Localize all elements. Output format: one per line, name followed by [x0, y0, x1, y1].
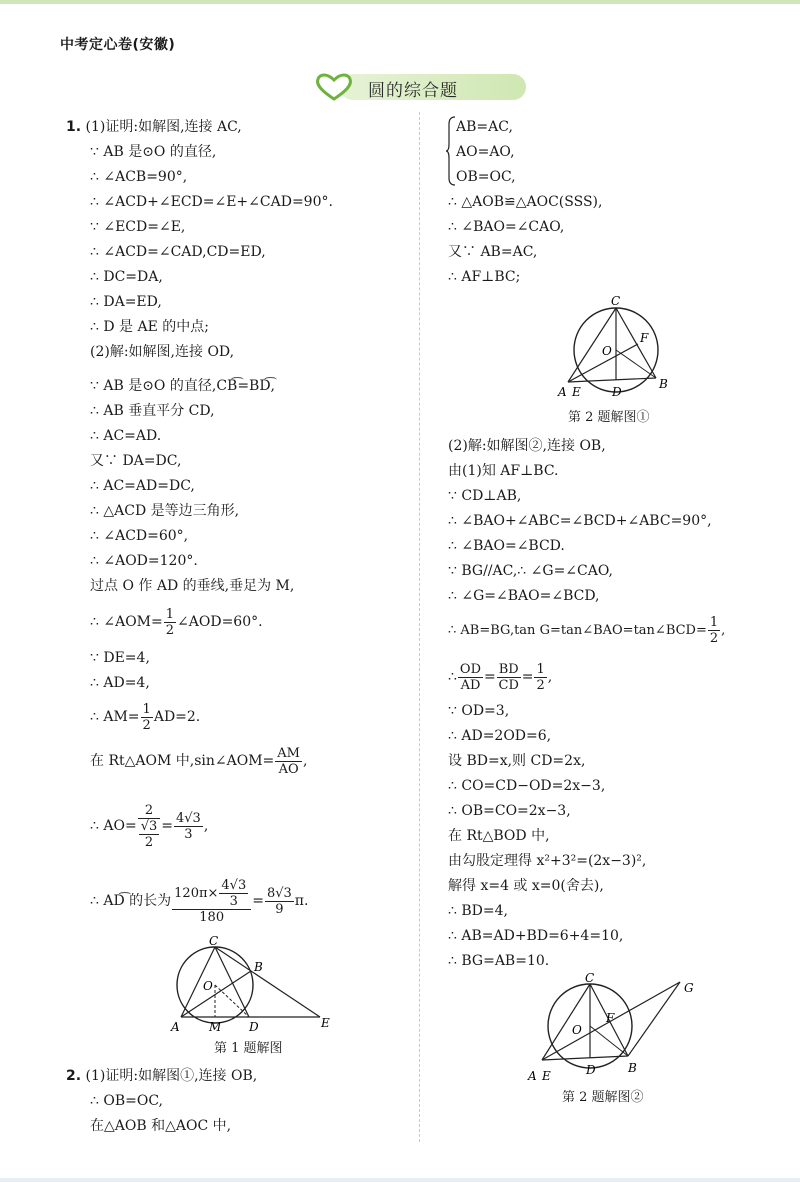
book-title: 中考定心卷(安徽) [60, 37, 176, 53]
line: ∴ OB=CO=2x−3, [448, 803, 571, 819]
label-g: G [684, 981, 694, 995]
line: ∴ △ACD 是等边三角形, [90, 503, 240, 519]
label-a: A [171, 1020, 180, 1034]
figure-2b-caption: 第 2 题解图② [562, 1090, 644, 1105]
sub-fraction [219, 878, 248, 909]
line-ratio [448, 660, 552, 694]
fraction [497, 662, 521, 693]
label-a: A [528, 1069, 537, 1083]
figure-2a [548, 292, 678, 404]
line: ∴ ∠BAO=∠BCD. [448, 538, 565, 554]
fraction [275, 746, 302, 777]
label-d: D [586, 1063, 596, 1077]
numerator: OD [459, 661, 482, 677]
equals: = [521, 669, 534, 685]
numerator: AM [277, 745, 300, 761]
line: ∴ ∠AOD=120°. [90, 553, 198, 569]
denominator: 3 [184, 826, 193, 842]
fraction [164, 607, 176, 638]
line: 解得 x=4 或 x=0(舍去), [448, 878, 604, 894]
line-sin [90, 744, 307, 778]
text: ∴ AO= [90, 818, 137, 834]
text: ∴ AM= [90, 709, 140, 725]
line-ca [542, 984, 590, 1060]
numerator: 4√3 [175, 810, 201, 826]
denominator: 9 [275, 901, 284, 917]
denominator: 2 [165, 622, 175, 638]
text: ∠AOD=60°. [177, 614, 263, 630]
line: ∵ ∠ECD=∠E, [90, 219, 186, 235]
complex-fraction [138, 803, 161, 850]
fraction [708, 615, 720, 646]
equals: = [161, 818, 173, 834]
text: ∴ ∠AOM= [90, 614, 163, 630]
equals: = [484, 669, 496, 685]
line: (1)证明:如解图,连接 AC, [85, 119, 242, 135]
line: ∴ ∠ACD=∠CAD,CD=ED, [90, 244, 266, 260]
line: OB=OC, [456, 169, 516, 185]
text: AD=2. [153, 709, 201, 725]
line: ∵ OD=3, [448, 703, 510, 719]
fraction [172, 878, 251, 925]
text: , [302, 753, 308, 769]
denominator [138, 819, 161, 850]
line: 在 Rt△BOD 中, [448, 828, 550, 844]
numerator: 1 [165, 606, 175, 622]
numerator: BD [498, 661, 519, 677]
line-tan [448, 614, 725, 648]
denominator: 180 [199, 909, 225, 925]
label-b: B [254, 960, 263, 974]
fraction [458, 662, 483, 693]
numerator [172, 878, 251, 910]
label-c: C [585, 972, 595, 985]
label-a: A [558, 385, 567, 399]
denominator: 2 [144, 834, 154, 850]
section-banner [312, 72, 526, 102]
equals: = [252, 893, 264, 909]
line: ∴ AD=4, [90, 675, 150, 691]
question-2 [66, 1067, 257, 1085]
column-divider [419, 112, 420, 1142]
numerator: √3 [140, 818, 158, 834]
line-cb [616, 308, 656, 378]
line: ∴ ∠BAO+∠ABC=∠BCD+∠ABC=90°, [448, 513, 712, 529]
line: ∵ CD⊥AB, [448, 488, 522, 504]
question-1 [66, 118, 242, 136]
line: (2)解:如解图②,连接 OB, [448, 438, 606, 454]
label-d: D [249, 1020, 259, 1034]
label-b: B [659, 377, 668, 391]
label-f: F [606, 1011, 615, 1025]
numerator: 4√3 [221, 877, 247, 893]
line: 由(1)知 AF⊥BC. [448, 463, 559, 479]
line: AB=AC, [456, 119, 513, 135]
line: (1)证明:如解图①,连接 OB, [85, 1068, 258, 1084]
denominator: 3 [229, 893, 238, 909]
line: ∴ △AOB≌△AOC(SSS), [448, 194, 603, 210]
text: , [721, 623, 726, 638]
line-cd [215, 947, 249, 1017]
line: ∵ BG//AC,∴ ∠G=∠CAO, [448, 563, 613, 579]
line: ∴ CO=CD−OD=2x−3, [448, 778, 606, 794]
line: ∴ AD=2OD=6, [448, 728, 552, 744]
line-aom [90, 605, 263, 639]
line: 由勾股定理得 x²+3²=(2x−3)², [448, 853, 647, 869]
line: ∴ D 是 AE 的中点; [90, 319, 209, 335]
label-o: O [203, 979, 213, 993]
line-bg [628, 982, 680, 1056]
question-number: 2. [66, 1068, 82, 1084]
label-b: B [628, 1061, 637, 1075]
label-e: E [321, 1016, 330, 1030]
denominator: 2 [536, 677, 545, 693]
line: ∴ BG=AB=10. [448, 953, 550, 969]
text: 在 Rt△AOM 中,sin∠AOM= [90, 753, 275, 769]
denominator: 2 [709, 631, 719, 646]
label-m: M [209, 1020, 222, 1034]
line: ∴ OB=OC, [90, 1093, 163, 1109]
fraction [141, 702, 153, 733]
question-number: 1. [66, 119, 82, 135]
line: ∵ AB 是⊙O 的直径,CB͡=BD͡, [90, 378, 276, 394]
line: ∴ AF⊥BC; [448, 269, 521, 285]
numerator: 2 [138, 803, 161, 819]
text: 120π× [174, 885, 219, 901]
label-f: F [640, 331, 649, 345]
line-am [90, 700, 200, 734]
line: ∴ BD=4, [448, 903, 508, 919]
heart-icon [312, 72, 356, 102]
line: ∵ DE=4, [90, 650, 150, 666]
label-e: E [572, 385, 581, 399]
denominator: CD [498, 677, 519, 693]
line-ce [215, 947, 320, 1017]
line: ∴ DA=ED, [90, 294, 162, 310]
line: ∵ AB 是⊙O 的直径, [90, 144, 217, 160]
line: 又∵ DA=DC, [90, 453, 182, 469]
numerator: 1 [709, 615, 719, 630]
line: ∴ ∠G=∠BAO=∠BCD, [448, 588, 600, 604]
line: ∴ AC=AD. [90, 428, 162, 444]
line: 在△AOB 和△AOC 中, [90, 1118, 232, 1134]
text: ∴ AB=BG,tan G=tan∠BAO=tan∠BCD= [448, 623, 707, 638]
label-c: C [209, 935, 219, 948]
line: ∴ ∠ACD+∠ECD=∠E+∠CAD=90°. [90, 194, 333, 210]
text: ∴ [448, 669, 457, 685]
numerator: 1 [142, 701, 151, 717]
line: ∴ ∠ACD=60°, [90, 528, 189, 544]
sub-fraction [139, 819, 160, 850]
line: 又∵ AB=AC, [448, 244, 538, 260]
top-border [0, 0, 800, 4]
denominator: AD [460, 677, 481, 693]
line: 过点 O 作 AD 的垂线,垂足为 M, [90, 578, 295, 594]
line: ∴ DC=DA, [90, 269, 163, 285]
text: ∴ AD͡ 的长为 [90, 893, 172, 909]
line: ∴ AC=AD=DC, [90, 478, 195, 494]
denominator: AO [278, 761, 299, 777]
label-o: O [602, 344, 612, 358]
line-ob [590, 1026, 628, 1056]
line-ab [568, 378, 656, 382]
brace [446, 116, 456, 186]
line: ∴ ∠BAO=∠CAO, [448, 219, 565, 235]
text: π. [294, 893, 309, 909]
line: AO=AO, [456, 144, 515, 160]
label-c: C [611, 294, 621, 308]
bottom-border [0, 1178, 800, 1182]
fraction [174, 811, 203, 842]
figure-2a-caption: 第 2 题解图① [568, 410, 650, 425]
figure-1 [165, 935, 345, 1035]
numerator: 8√3 [266, 885, 292, 901]
line: (2)解:如解图,连接 OD, [90, 344, 235, 360]
line-ab [181, 971, 251, 1017]
fraction [265, 886, 294, 917]
label-d: D [612, 385, 622, 399]
line: ∴ ∠ACB=90°, [90, 169, 188, 185]
line-ao [90, 796, 208, 856]
section-title: 圆的综合题 [368, 81, 458, 101]
label-o: O [572, 1023, 582, 1037]
text: , [203, 818, 209, 834]
text: , [547, 669, 553, 685]
line: ∴ AB=AD+BD=6+4=10, [448, 928, 624, 944]
figure-2b [520, 972, 700, 1084]
line-ob [616, 350, 656, 378]
line: 设 BD=x,则 CD=2x, [448, 753, 586, 769]
numerator: 1 [536, 661, 545, 677]
fraction [534, 662, 546, 693]
line-od [215, 985, 249, 1017]
denominator: 2 [142, 717, 151, 733]
figure-1-caption: 第 1 题解图 [214, 1041, 283, 1056]
line: ∴ AB 垂直平分 CD, [90, 403, 215, 419]
label-e: E [542, 1069, 551, 1083]
line-arc-length [90, 868, 308, 934]
